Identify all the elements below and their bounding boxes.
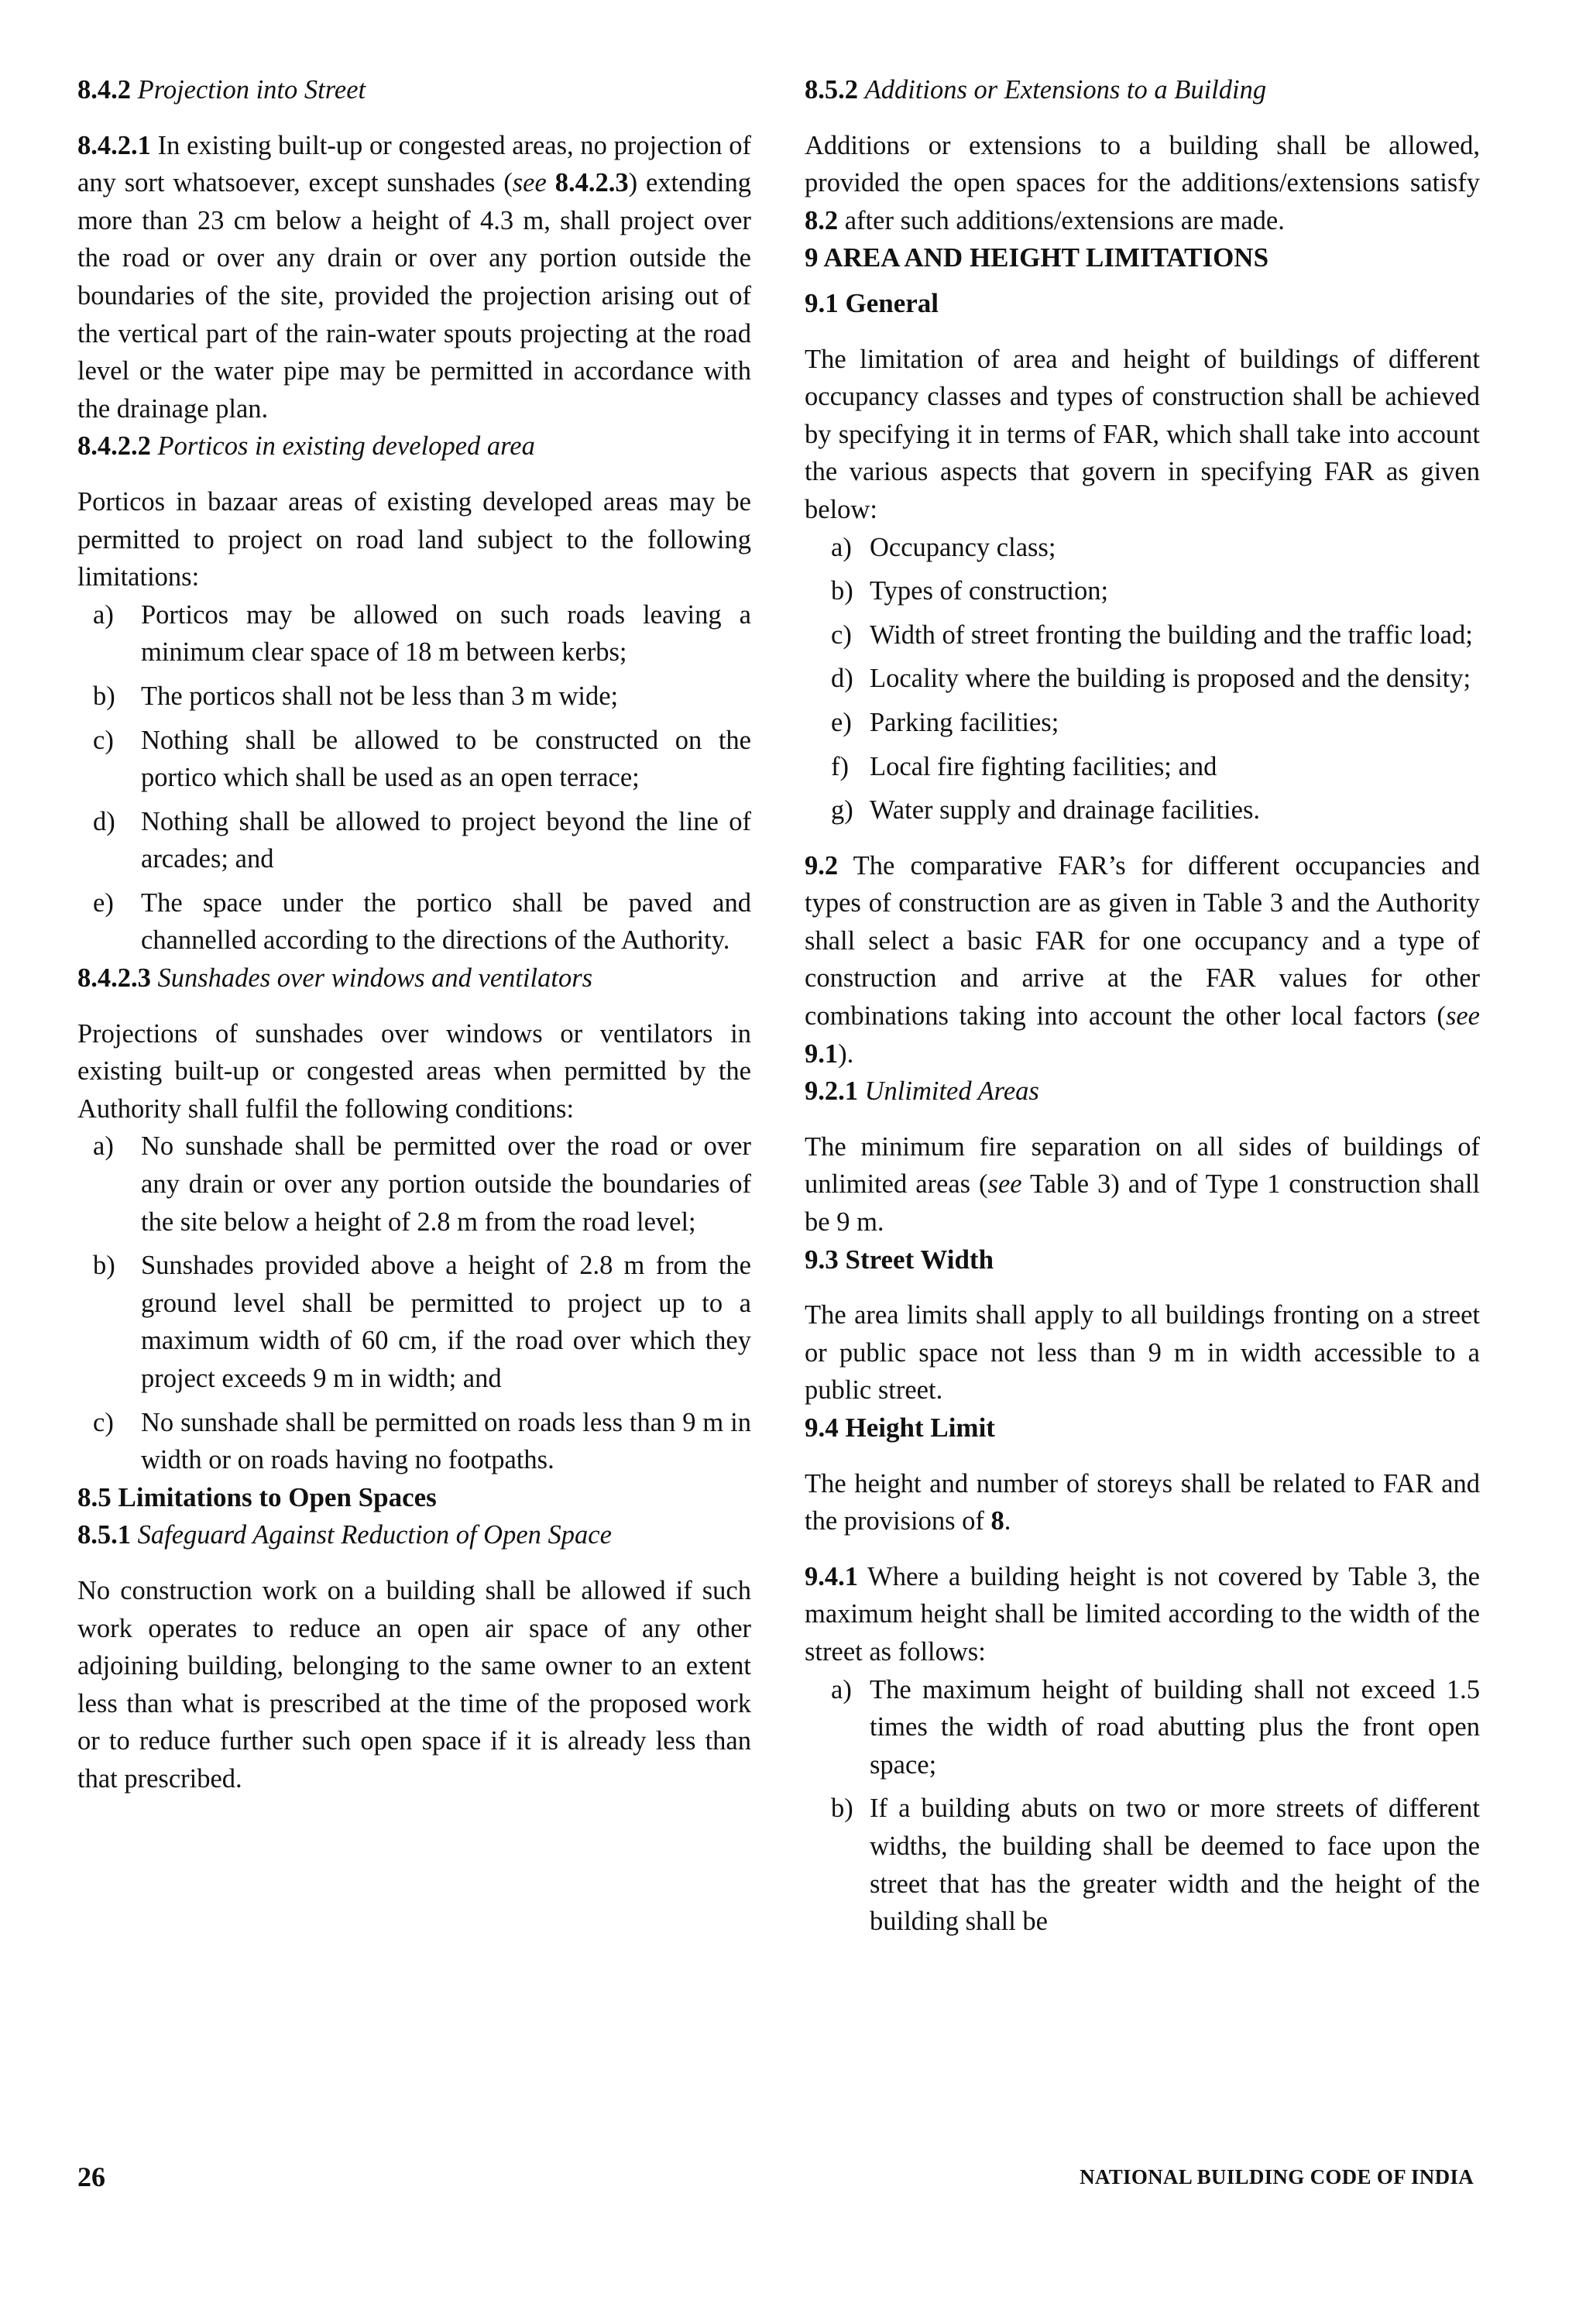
heading-8-5: 8.5 Limitations to Open Spaces — [77, 1481, 437, 1512]
list-height-limits — [805, 1671, 1480, 1941]
list-item: c) No sunshade shall be permitted on roads less than 9 m in width or on roads having no footpaths. — [93, 1407, 751, 1475]
paragraph-9-2: 9.2 The comparative FAR’s for different occupancies and types of construction are as given in Table 3 and the Authority shall select a basic FAR for one occupancy and a type of construction and arrive at the FAR values for other combinations taking into account the other local factors (see 9.1). — [805, 850, 1480, 1069]
heading-8-4-2: 8.4.2 Projection into Street — [77, 75, 366, 105]
left-column — [77, 71, 751, 1798]
paragraph-9-4: The height and number of storeys shall be related to FAR and the provisions of 8. — [805, 1468, 1480, 1536]
paragraph-9-3: The area limits shall apply to all buildings fronting on a street or public space not less than 9 m in width accessible to a public street. — [805, 1300, 1480, 1406]
paragraph-8-4-2-1: 8.4.2.1 In existing built-up or congested areas, no projection of any sort whatsoever, except sunshades (see 8.4.2.3) extending more than 23 cm below a height of 4.3 m, shall project over the road or over any drain or over any portion outside the boundaries of the site, provided the projection arising out of the vertical part of the rain-water spouts projecting at the road level or the water pipe may be permitted in accordance with the drainage plan. — [77, 130, 751, 424]
paragraph-8-4-2-2: Porticos in bazaar areas of existing developed areas may be permitted to project on road land subject to the following limitations: — [77, 486, 751, 592]
paragraph-8-4-2-3: Projections of sunshades over windows or ventilators in existing built-up or congested areas when permitted by the Authority shall fulfil the following conditions: — [77, 1018, 751, 1124]
heading-9-1: 9.1 General — [805, 287, 939, 318]
list-item: d) Locality where the building is proposed and the density; — [831, 664, 1471, 694]
list-item: a) No sunshade shall be permitted over the road or over any drain or over any portion outside the boundaries of the site below a height of 2.8 m from the road level; — [93, 1131, 751, 1237]
paragraph-8-5-2: Additions or extensions to a building shall be allowed, provided the open spaces for the additions/extensions satisfy 8.2 after such additions/extensions are made. — [805, 130, 1480, 235]
list-item: f) Local fire fighting facilities; and — [831, 751, 1217, 781]
heading-9: 9 AREA AND HEIGHT LIMITATIONS — [805, 242, 1269, 273]
list-item: b) If a building abuts on two or more streets of different widths, the building shall be deemed to face upon the street that has the greater width and the height of the building shall be — [831, 1794, 1480, 1937]
list-item: a) The maximum height of building shall not exceed 1.5 times the width of road abutting plus the front open space; — [831, 1674, 1480, 1780]
heading-8-4-2-3: 8.4.2.3 Sunshades over windows and ventilators — [77, 963, 593, 994]
document-title-footer: NATIONAL BUILDING CODE OF INDIA — [1080, 2165, 1474, 2188]
list-item: e) The space under the portico shall be paved and channelled according to the directions of the Authority. — [93, 887, 751, 956]
list-sunshades — [77, 1128, 751, 1478]
list-item: b) Types of construction; — [831, 576, 1109, 606]
paragraph-9-1: The limitation of area and height of buildings of different occupancy classes and types of construction shall be achieved by specifying it in terms of FAR, which shall take into account the various aspects that govern in specifying FAR as given below: — [805, 344, 1480, 524]
list-item: c) Nothing shall be allowed to be constructed on the portico which shall be used as an open terrace; — [93, 725, 751, 793]
paragraph-8-5-1: No construction work on a building shall be allowed if such work operates to reduce an open air space of any other adjoining building, belonging to the same owner to an extent less than what is prescribed at the time of the proposed work or to reduce further such open space if it is already less than that prescribed. — [77, 1575, 751, 1794]
heading-9-2-1: 9.2.1 Unlimited Areas — [805, 1076, 1039, 1107]
heading-8-5-1: 8.5.1 Safeguard Against Reduction of Open Space — [77, 1520, 612, 1550]
paragraph-9-2-1: The minimum fire separation on all sides of buildings of unlimited areas (see Table 3) and of Type 1 construction shall be 9 m. — [805, 1131, 1480, 1238]
list-item: c) Width of street fronting the building and the traffic load; — [831, 620, 1473, 650]
heading-9-4: 9.4 Height Limit — [805, 1413, 995, 1443]
heading-8-5-2: 8.5.2 Additions or Extensions to a Building — [805, 75, 1267, 105]
list-item: a) Occupancy class; — [831, 532, 1056, 562]
right-column — [805, 71, 1480, 1941]
paragraph-9-4-1: 9.4.1 Where a building height is not covered by Table 3, the maximum height shall be limited according to the width of the street as follows: — [805, 1561, 1480, 1667]
list-item: b) Sunshades provided above a height of 2.8 m from the ground level shall be permitted to project up to a maximum width of 60 cm, if the road over which they project exceeds 9 m in width; and — [93, 1251, 751, 1393]
list-item: a) Porticos may be allowed on such roads leaving a minimum clear space of 18 m between kerbs; — [93, 599, 751, 668]
list-far-aspects — [805, 529, 1480, 829]
list-item: g) Water supply and drainage facilities. — [831, 795, 1260, 826]
heading-9-3: 9.3 Street Width — [805, 1244, 994, 1275]
list-item: e) Parking facilities; — [831, 707, 1059, 737]
heading-8-4-2-2: 8.4.2.2 Porticos in existing developed area — [77, 431, 535, 462]
page-number: 26 — [77, 2161, 105, 2192]
list-item: d) Nothing shall be allowed to project beyond the line of arcades; and — [93, 806, 751, 874]
list-porticos — [77, 596, 751, 959]
list-item: b) The porticos shall not be less than 3 m wide; — [93, 681, 619, 711]
